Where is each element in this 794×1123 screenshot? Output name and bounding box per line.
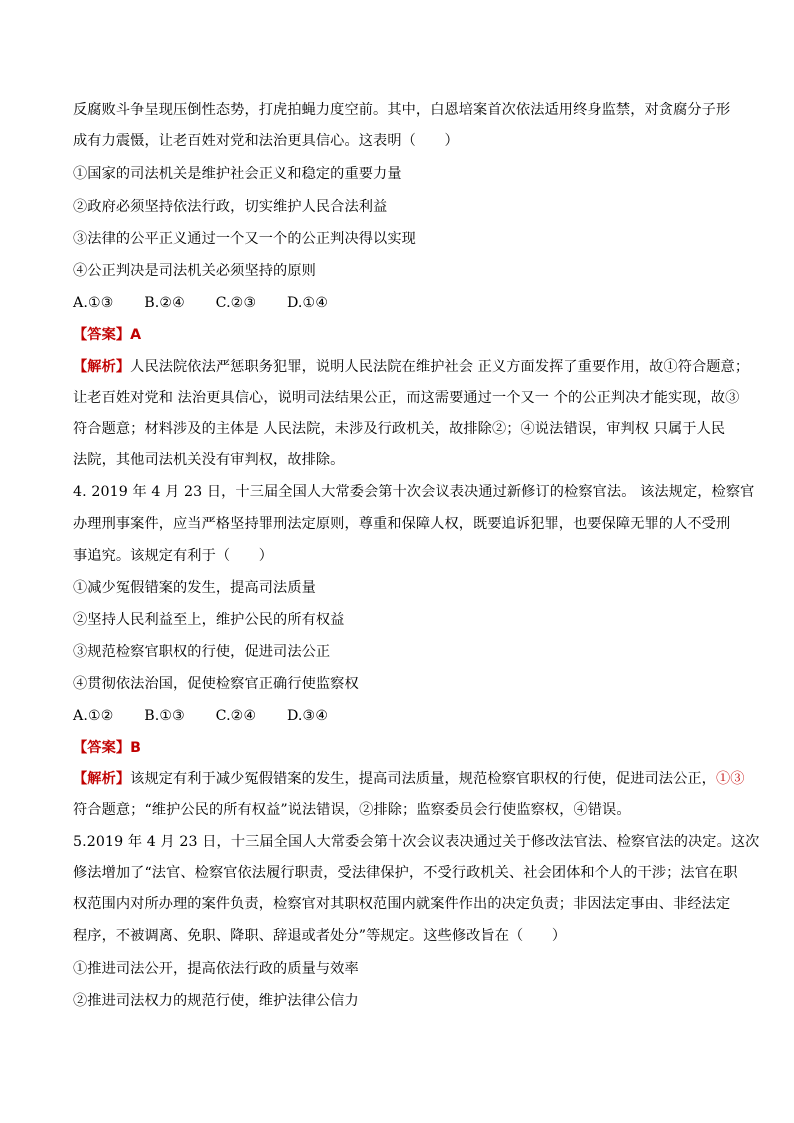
analysis-line bbox=[73, 357, 750, 377]
choice-c: C.②④ bbox=[215, 708, 257, 724]
analysis-line: 符合题意；“维护公民的所有权益”说法错误，②排除；监察委员会行使监察权，④错误。 bbox=[73, 802, 631, 818]
analysis-line: 法院，其他司法机关没有审判权，故排除。 bbox=[73, 452, 345, 468]
analysis-line bbox=[73, 769, 745, 789]
choice-b: B.②④ bbox=[144, 295, 185, 311]
question-5-text: 5.2019 年 4 月 23 日，十三届全国人大常委会第十次会议表决通过关于修改法官法、检察官法的决定。这次 bbox=[73, 834, 760, 850]
analysis-line: 符合题意；材料涉及的主体是 人民法院，未涉及行政机关，故排除②；④说法错误，审判权 只属于人民 bbox=[73, 421, 726, 437]
analysis-text: 该规定有利于减少冤假错案的发生，提高司法质量，规范检察官职权的行使，促进司法公正， bbox=[130, 771, 716, 787]
question-4-text: 办理刑事案件，应当严格坚持罪刑法定原则，尊重和保障人权，既要追诉犯罪，也要保障无罪的人不受刑 bbox=[73, 516, 731, 532]
analysis-highlight: ①③ bbox=[715, 771, 745, 787]
option-item: ④公正判决是司法机关必须坚持的原则 bbox=[73, 263, 316, 279]
option-item: ①减少冤假错案的发生，提高司法质量 bbox=[73, 580, 316, 596]
question-5-text: 程序，不被调离、免职、降职、辞退或者处分”等规定。这些修改旨在（ ） bbox=[73, 928, 567, 944]
option-item: ③规范检察官职权的行使，促进司法公正 bbox=[73, 644, 331, 660]
choice-a: A.①③ bbox=[73, 295, 114, 311]
choice-c: C.②③ bbox=[215, 295, 257, 311]
analysis-line: 让老百姓对党和 法治更具信心，说明司法结果公正，而这需要通过一个又一 个的公正判决才能实现，故③ bbox=[73, 390, 740, 406]
answer-choices bbox=[73, 293, 723, 313]
question-5-text: 修法增加了“法官、检察官依法履行职责，受法律保护，不受行政机关、社会团体和个人的干涉；法官在职 bbox=[73, 865, 738, 881]
option-item: ②政府必须坚持依法行政，切实维护人民合法利益 bbox=[73, 199, 388, 215]
answer-value: A bbox=[130, 327, 142, 343]
answer-tag: 【答案】 bbox=[73, 327, 131, 343]
choice-b: B.①③ bbox=[144, 708, 185, 724]
analysis-tag: 【解析】 bbox=[73, 359, 131, 375]
question-4-text: 事追究。该规定有利于（ ） bbox=[73, 548, 274, 564]
question-5-text: 权范围内对所办理的案件负责，检察官对其职权范围内就案件作出的决定负责；非因法定事由、非经法定 bbox=[73, 896, 731, 912]
option-item: ②坚持人民利益至上，维护公民的所有权益 bbox=[73, 612, 345, 628]
choice-a: A.①② bbox=[73, 708, 114, 724]
answer-value: B bbox=[130, 740, 142, 756]
option-item: ①国家的司法机关是维护社会正义和稳定的重要力量 bbox=[73, 166, 402, 182]
option-item: ④贯彻依法治国，促使检察官正确行使监察权 bbox=[73, 676, 359, 692]
choice-d: D.③④ bbox=[286, 708, 329, 724]
analysis-tag: 【解析】 bbox=[73, 771, 131, 787]
option-item: ③法律的公平正义通过一个又一个的公正判决得以实现 bbox=[73, 231, 416, 247]
analysis-text: 人民法院依法严惩职务犯罪，说明人民法院在维护社会 正义方面发挥了重要作用，故①符合题意； bbox=[130, 359, 750, 375]
answer-line bbox=[73, 738, 723, 758]
answer-choices bbox=[73, 706, 723, 726]
option-item: ②推进司法权力的规范行使，维护法律公信力 bbox=[73, 993, 359, 1009]
option-item: ①推进司法公开，提高依法行政的质量与效率 bbox=[73, 961, 359, 977]
answer-line bbox=[73, 325, 723, 345]
answer-tag: 【答案】 bbox=[73, 740, 131, 756]
question-4-text: 4. 2019 年 4 月 23 日，十三届全国人大常委会第十次会议表决通过新修订的检察官法。 该法规定，检察官 bbox=[73, 484, 755, 500]
question-text-line: 反腐败斗争呈现压倒性态势，打虎拍蝇力度空前。其中，白恩培案首次依法适用终身监禁，对贪腐分子形 bbox=[73, 102, 731, 118]
question-text-line: 成有力震慑，让老百姓对党和法治更具信心。这表明（ ） bbox=[73, 133, 459, 149]
choice-d: D.①④ bbox=[286, 295, 329, 311]
